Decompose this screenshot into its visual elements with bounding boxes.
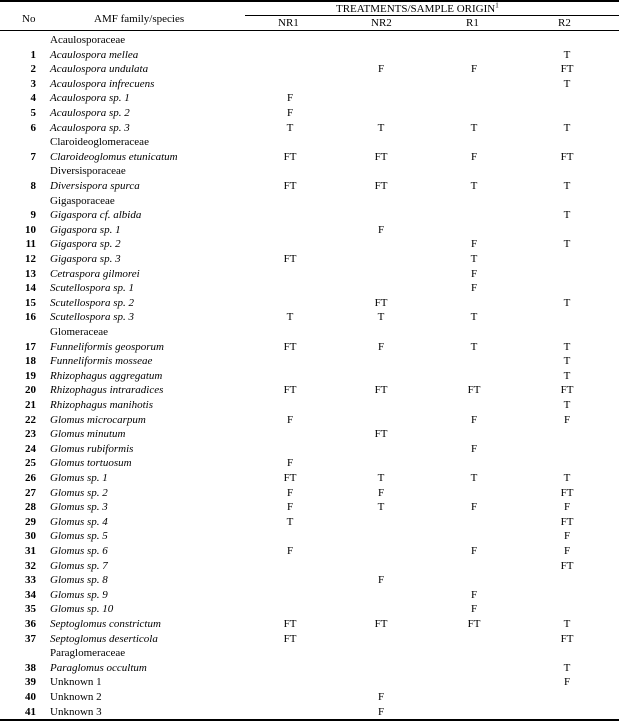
row-number: 20: [25, 384, 36, 397]
cell-nr2: T: [377, 501, 385, 514]
species-row: [0, 690, 619, 704]
species-name: Unknown 2: [50, 691, 102, 703]
row-number: 30: [25, 530, 36, 543]
species-name: Gigaspora sp. 2: [50, 238, 121, 251]
species-row: [0, 48, 619, 62]
species-row: [0, 705, 619, 719]
row-number: 1: [30, 48, 36, 61]
species-name: Glomus sp. 3: [50, 501, 108, 514]
cell-r1: F: [470, 588, 478, 601]
cell-nr1: FT: [283, 472, 297, 484]
cell-nr2: F: [377, 691, 385, 703]
species-row: [0, 529, 619, 543]
species-row: [0, 281, 619, 295]
species-row: [0, 675, 619, 689]
species-name: Glomus sp. 7: [50, 559, 108, 572]
cell-nr1: F: [286, 457, 294, 470]
species-name: Unknown 1: [50, 676, 102, 689]
header-bottom-rule: [0, 30, 619, 31]
species-row: [0, 442, 619, 456]
species-name: Rhizophagus intraradices: [50, 384, 164, 397]
species-name: Gigaspora sp. 3: [50, 253, 121, 265]
cell-r1: F: [470, 413, 478, 426]
species-name: Acaulospora undulata: [50, 63, 149, 76]
row-number: 10: [25, 223, 36, 236]
row-number: 26: [25, 472, 36, 484]
treatments-underline: [245, 15, 619, 16]
cell-nr1: T: [286, 515, 294, 528]
cell-nr1: FT: [283, 384, 297, 397]
cell-nr1: F: [286, 413, 294, 426]
species-row: [0, 252, 619, 266]
row-number: 32: [25, 559, 36, 572]
species-row: [0, 340, 619, 354]
species-row: [0, 383, 619, 397]
family-row: [0, 194, 619, 208]
species-row: [0, 62, 619, 76]
row-number: 21: [25, 399, 36, 411]
cell-r2: F: [563, 545, 571, 557]
cell-nr2: FT: [374, 618, 388, 630]
species-name: Septoglomus deserticola: [50, 632, 158, 645]
cell-r1: F: [470, 267, 478, 280]
header-col-nr1: NR1: [278, 17, 299, 29]
row-number: 29: [25, 515, 36, 528]
species-row: [0, 500, 619, 514]
row-number: 24: [25, 442, 36, 455]
cell-r2: F: [563, 676, 571, 689]
family-row: [0, 33, 619, 47]
row-number: 25: [25, 457, 36, 470]
row-number: 11: [25, 238, 36, 251]
cell-r1: T: [470, 253, 478, 265]
family-name: Gigasporaceae: [50, 194, 115, 207]
species-name: Acaulospora sp. 3: [50, 121, 130, 134]
species-name: Glomus sp. 8: [50, 574, 108, 587]
cell-r1: FT: [467, 618, 481, 630]
cell-r1: T: [470, 121, 478, 134]
species-row: [0, 471, 619, 485]
family-name: Glomeraceae: [50, 326, 109, 338]
cell-nr1: FT: [283, 253, 297, 265]
species-row: [0, 296, 619, 310]
species-row: [0, 106, 619, 120]
cell-r2: FT: [560, 384, 574, 397]
species-row: [0, 223, 619, 237]
cell-r1: F: [470, 238, 478, 251]
cell-r2: T: [563, 180, 571, 192]
cell-r2: F: [563, 530, 571, 543]
cell-r2: T: [563, 238, 571, 251]
species-name: Glomus sp. 9: [50, 588, 108, 601]
species-row: [0, 150, 619, 164]
cell-r2: T: [563, 355, 571, 368]
cell-nr2: T: [377, 311, 385, 324]
species-name: Glomus sp. 2: [50, 486, 108, 499]
species-name: Glomus tortuosum: [50, 457, 132, 470]
row-number: 19: [25, 369, 36, 382]
species-name: Glomus microcarpum: [50, 413, 146, 426]
cell-nr1: FT: [283, 150, 297, 163]
species-row: [0, 398, 619, 412]
row-number: 8: [30, 180, 36, 192]
row-number: 2: [30, 63, 36, 76]
cell-r2: T: [563, 296, 571, 309]
species-name: Cetraspora gilmorei: [50, 267, 140, 280]
row-number: 3: [30, 77, 36, 90]
cell-r2: T: [563, 209, 571, 222]
species-row: [0, 588, 619, 602]
cell-r1: T: [470, 340, 478, 353]
species-row: [0, 617, 619, 631]
cell-nr2: F: [377, 340, 385, 353]
cell-nr1: FT: [283, 632, 297, 645]
header-treatments-footnote: 1: [495, 1, 499, 10]
row-number: 38: [25, 661, 36, 674]
species-row: [0, 91, 619, 105]
row-number: 37: [25, 632, 36, 645]
cell-r2: T: [563, 369, 571, 382]
cell-r2: T: [563, 121, 571, 134]
row-number: 14: [25, 282, 36, 295]
species-name: Diversispora spurca: [50, 180, 140, 192]
family-name: Paraglomeraceae: [50, 647, 126, 660]
row-number: 41: [25, 705, 36, 718]
species-row: [0, 354, 619, 368]
species-name: Glomus sp. 4: [50, 515, 108, 528]
cell-r2: FT: [560, 63, 574, 76]
row-number: 7: [30, 150, 36, 163]
species-row: [0, 310, 619, 324]
cell-r2: FT: [560, 515, 574, 528]
row-number: 12: [25, 253, 36, 265]
family-row: [0, 164, 619, 178]
cell-nr1: F: [286, 107, 294, 119]
cell-r1: F: [470, 603, 478, 616]
species-name: Glomus sp. 10: [50, 603, 114, 616]
cell-r2: T: [563, 661, 571, 674]
cell-r2: F: [563, 501, 571, 514]
family-row: [0, 646, 619, 660]
species-row: [0, 77, 619, 91]
species-row: [0, 573, 619, 587]
row-number: 5: [30, 107, 36, 119]
row-number: 36: [25, 618, 36, 630]
table-bottom-rule: [0, 719, 619, 721]
row-number: 28: [25, 501, 36, 514]
cell-r2: F: [563, 413, 571, 426]
row-number: 27: [25, 486, 36, 499]
cell-r2: FT: [560, 559, 574, 572]
species-name: Acaulospora sp. 2: [50, 107, 130, 119]
row-number: 18: [25, 355, 36, 368]
species-name: Gigaspora cf. albida: [50, 209, 142, 222]
cell-r1: F: [470, 63, 478, 76]
species-row: [0, 208, 619, 222]
cell-nr1: T: [286, 311, 294, 324]
species-name: Paraglomus occultum: [50, 661, 147, 674]
species-name: Glomus rubiformis: [50, 442, 134, 455]
row-number: 35: [25, 603, 36, 616]
cell-nr1: FT: [283, 180, 297, 192]
row-number: 6: [30, 121, 36, 134]
row-number: 17: [25, 340, 36, 353]
row-number: 34: [25, 588, 36, 601]
cell-r2: T: [563, 77, 571, 90]
cell-nr1: F: [286, 545, 294, 557]
header-no: No: [22, 13, 36, 25]
cell-nr2: FT: [374, 150, 388, 163]
cell-nr1: FT: [283, 618, 297, 630]
cell-r1: F: [470, 501, 478, 514]
cell-nr2: FT: [374, 384, 388, 397]
cell-r1: F: [470, 150, 478, 163]
cell-nr2: F: [377, 63, 385, 76]
species-row: [0, 237, 619, 251]
cell-nr1: T: [286, 121, 294, 134]
row-number: 9: [30, 209, 36, 222]
row-number: 13: [25, 267, 36, 280]
species-name: Rhizophagus manihotis: [50, 399, 153, 411]
header-species: AMF family/species: [94, 13, 185, 25]
species-name: Septoglomus constrictum: [50, 618, 161, 630]
cell-nr2: FT: [374, 180, 388, 192]
species-row: [0, 559, 619, 573]
cell-r1: T: [470, 311, 478, 324]
row-number: 23: [25, 428, 36, 441]
species-name: Funneliformis mosseae: [50, 355, 153, 368]
family-row: [0, 135, 619, 149]
species-row: [0, 427, 619, 441]
cell-nr2: FT: [374, 428, 388, 441]
species-name: Claroideoglomus etunicatum: [50, 150, 178, 163]
row-number: 31: [25, 545, 36, 557]
species-name: Gigaspora sp. 1: [50, 223, 121, 236]
cell-nr2: F: [377, 705, 385, 718]
species-name: Glomus sp. 1: [50, 472, 108, 484]
header-treatments-label: TREATMENTS/SAMPLE ORIGIN: [336, 3, 496, 15]
species-row: [0, 413, 619, 427]
cell-r2: T: [563, 399, 571, 411]
species-name: Acaulospora sp. 1: [50, 92, 130, 105]
cell-nr2: T: [377, 121, 385, 134]
row-number: 22: [25, 413, 36, 426]
row-number: 4: [30, 92, 36, 105]
species-row: [0, 456, 619, 470]
cell-nr1: F: [286, 501, 294, 514]
family-name: Acaulosporaceae: [50, 34, 126, 46]
row-number: 15: [25, 296, 36, 309]
species-row: [0, 515, 619, 529]
table-top-rule: [0, 0, 619, 2]
family-row: [0, 325, 619, 339]
species-row: [0, 661, 619, 675]
species-row: [0, 179, 619, 193]
row-number: 16: [25, 311, 36, 324]
species-name: Glomus sp. 5: [50, 530, 108, 543]
species-row: [0, 632, 619, 646]
cell-nr2: F: [377, 223, 385, 236]
cell-r1: F: [470, 545, 478, 557]
cell-nr2: T: [377, 472, 385, 484]
species-row: [0, 267, 619, 281]
species-row: [0, 369, 619, 383]
species-name: Funneliformis geosporum: [50, 340, 164, 353]
cell-r1: T: [470, 472, 478, 484]
cell-nr2: F: [377, 574, 385, 587]
cell-r2: T: [563, 340, 571, 353]
cell-nr1: FT: [283, 340, 297, 353]
cell-r2: FT: [560, 150, 574, 163]
species-name: Glomus minutum: [50, 428, 126, 441]
cell-nr2: FT: [374, 296, 388, 309]
cell-nr2: F: [377, 486, 385, 499]
cell-r2: FT: [560, 486, 574, 499]
family-name: Claroideoglomeraceae: [50, 136, 149, 149]
species-name: Acaulospora infrecuens: [50, 77, 155, 90]
cell-r1: F: [470, 282, 478, 295]
species-row: [0, 544, 619, 558]
cell-r1: T: [470, 180, 478, 192]
cell-r2: T: [563, 472, 571, 484]
family-name: Diversisporaceae: [50, 165, 126, 178]
row-number: 33: [25, 574, 36, 587]
row-number: 40: [25, 691, 36, 703]
species-name: Scutellospora sp. 2: [50, 296, 135, 309]
cell-nr1: F: [286, 486, 294, 499]
cell-r2: T: [563, 618, 571, 630]
species-name: Scutellospora sp. 3: [50, 311, 135, 324]
cell-nr1: F: [286, 92, 294, 105]
cell-r1: F: [470, 442, 478, 455]
header-col-r2: R2: [558, 17, 571, 29]
header-col-r1: R1: [466, 17, 479, 29]
species-name: Glomus sp. 6: [50, 545, 108, 557]
species-row: [0, 486, 619, 500]
cell-r2: FT: [560, 632, 574, 645]
cell-r1: FT: [467, 384, 481, 397]
species-row: [0, 121, 619, 135]
species-name: Acaulospora mellea: [50, 48, 139, 61]
header-col-nr2: NR2: [371, 17, 392, 29]
species-row: [0, 602, 619, 616]
cell-r2: T: [563, 48, 571, 61]
species-name: Scutellospora sp. 1: [50, 282, 135, 295]
species-name: Unknown 3: [50, 705, 102, 718]
species-name: Rhizophagus aggregatum: [50, 369, 163, 382]
row-number: 39: [25, 676, 36, 689]
